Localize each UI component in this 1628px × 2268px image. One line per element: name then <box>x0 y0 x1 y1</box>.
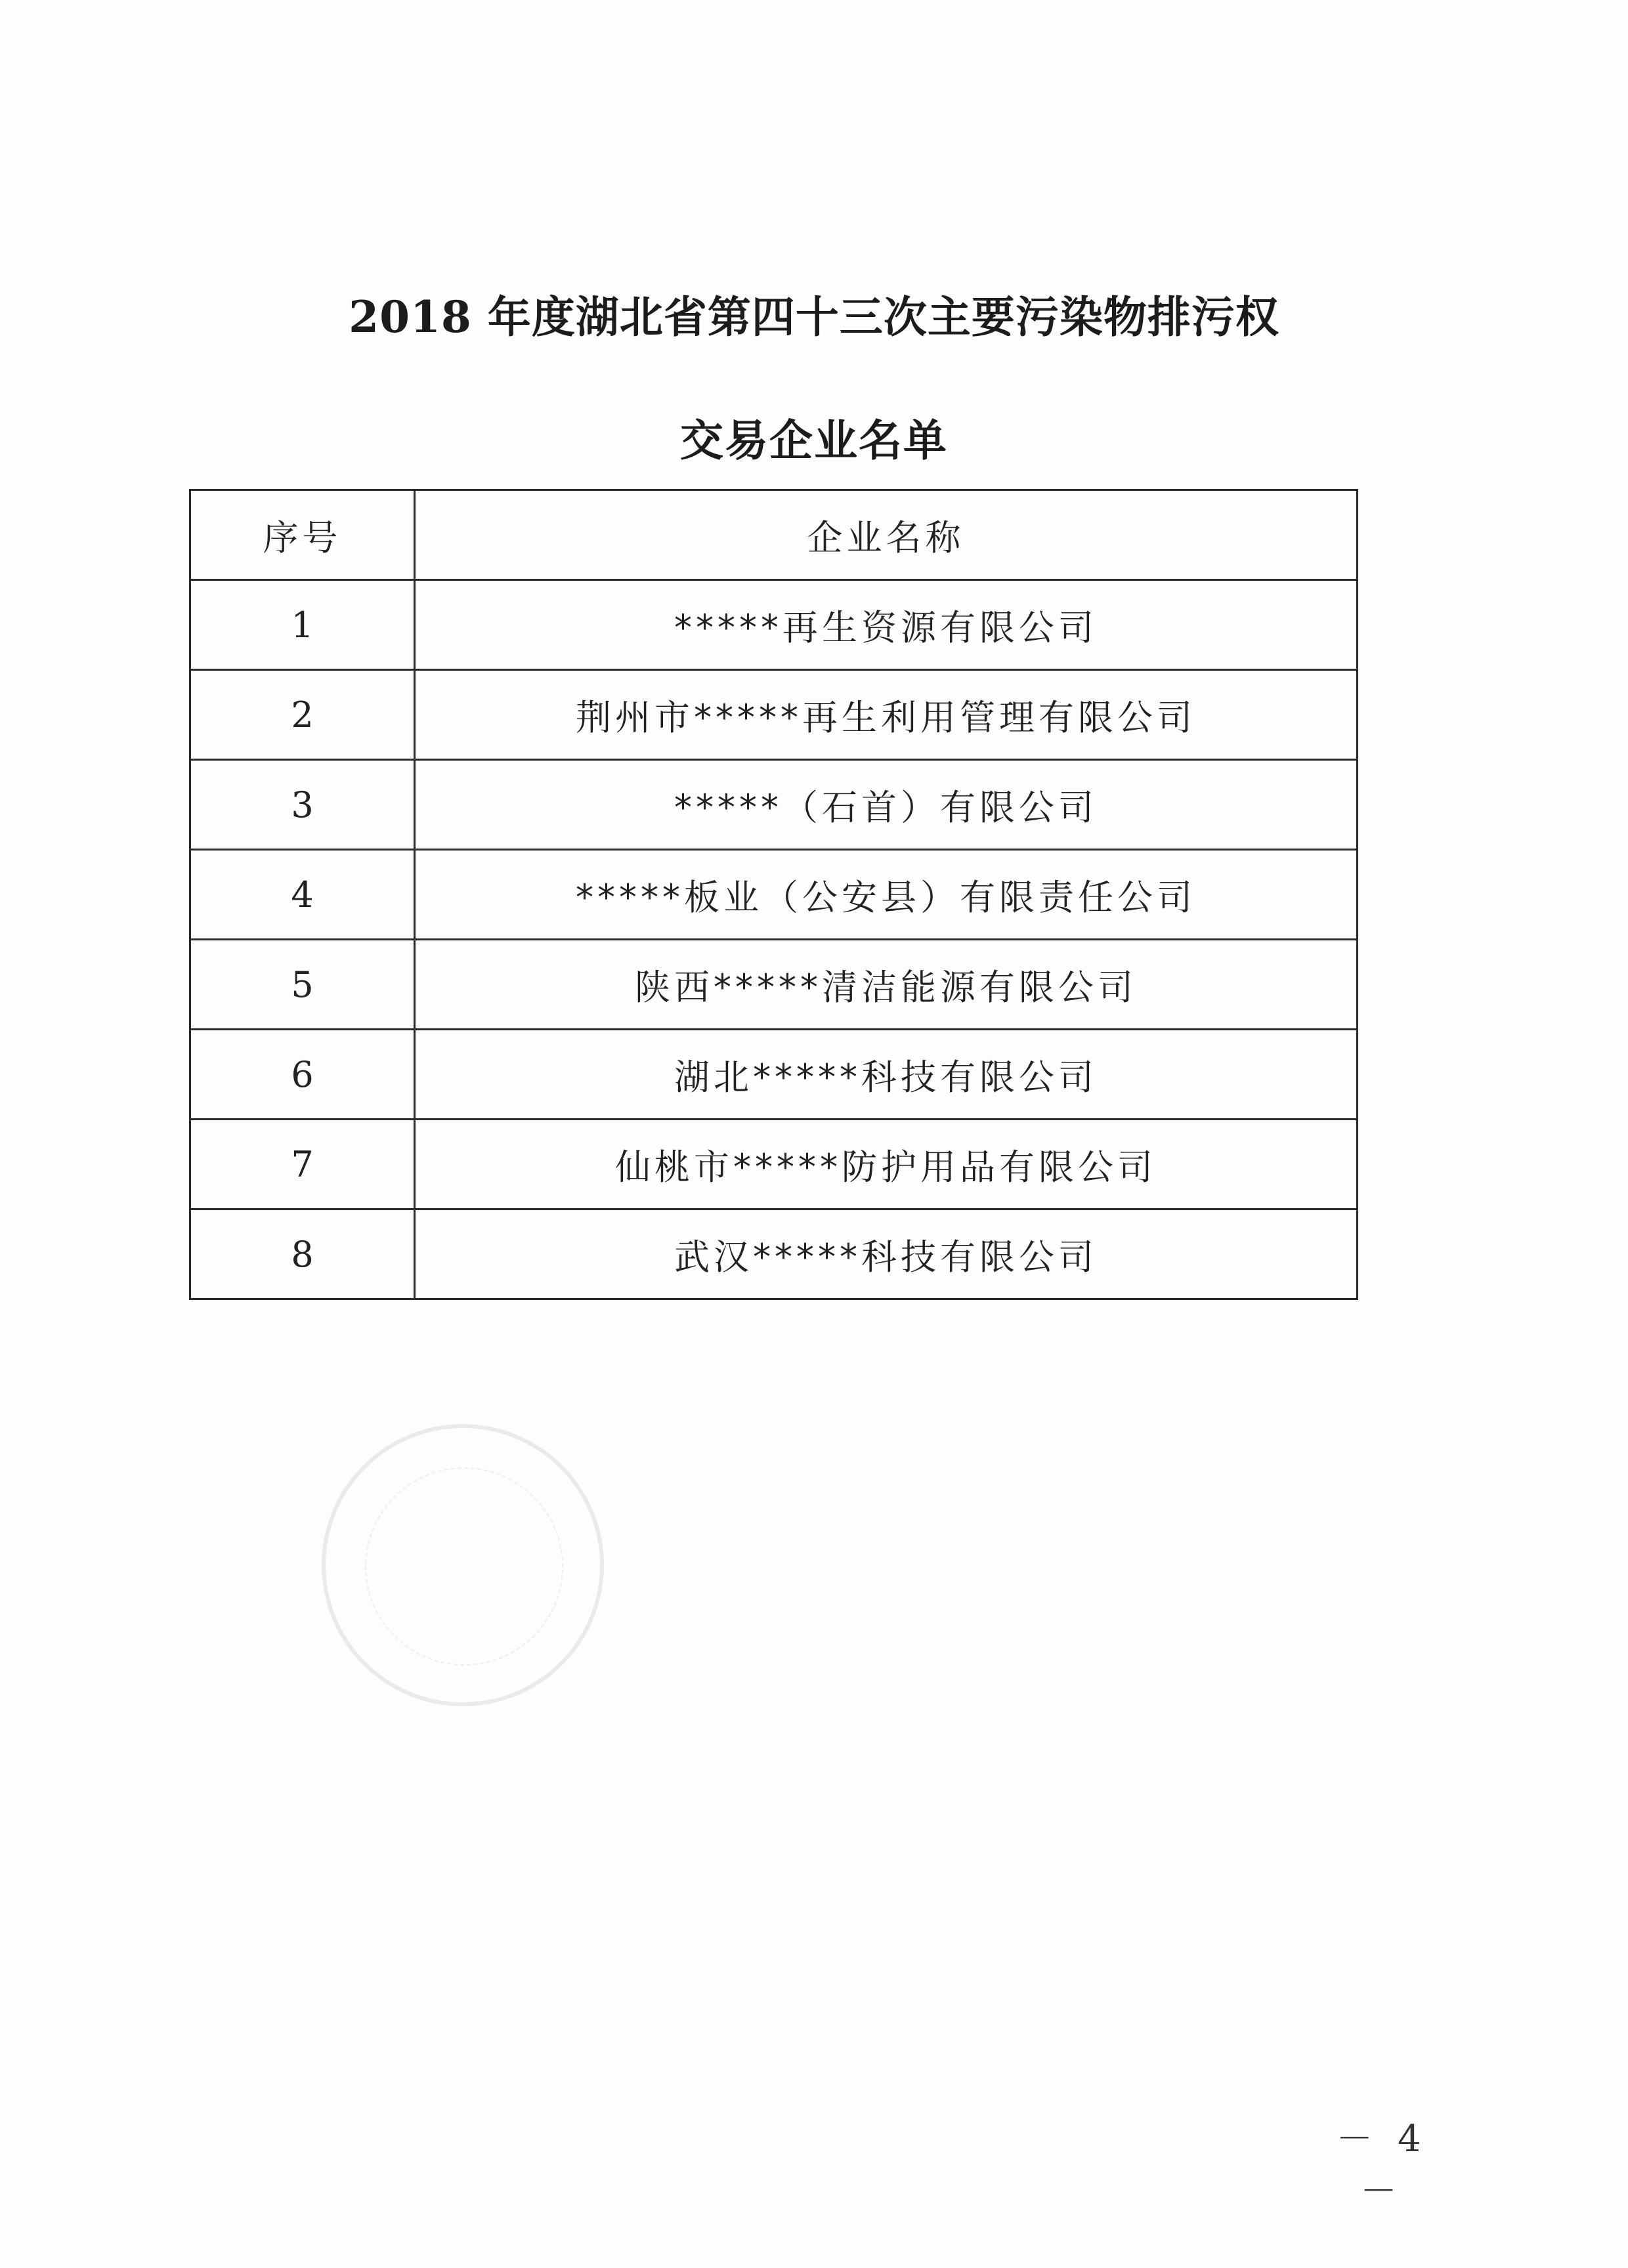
faded-seal-stamp <box>322 1424 604 1706</box>
serial-number-cell: 2 <box>190 670 415 760</box>
enterprise-name-cell: 仙桃市*****防护用品有限公司 <box>415 1120 1358 1209</box>
table-header-row <box>190 490 1358 580</box>
serial-number-cell: 5 <box>190 940 415 1030</box>
enterprise-name-cell: *****再生资源有限公司 <box>415 580 1358 670</box>
serial-number-cell: 6 <box>190 1030 415 1120</box>
table-row <box>190 760 1358 850</box>
page-number: － 4 － <box>1336 2118 1428 2213</box>
enterprise-name-cell: 荆州市*****再生利用管理有限公司 <box>415 670 1358 760</box>
table-row <box>190 1030 1358 1120</box>
header-serial-number: 序号 <box>190 490 415 580</box>
document-title-line-2: 交易企业名单 <box>680 415 948 466</box>
serial-number-cell: 8 <box>190 1209 415 1299</box>
enterprise-name-cell: *****（石首）有限公司 <box>415 760 1358 850</box>
enterprise-table <box>189 489 1358 1300</box>
table-row <box>190 850 1358 940</box>
enterprise-name-cell: *****板业（公安县）有限责任公司 <box>415 850 1358 940</box>
table-row <box>190 940 1358 1030</box>
enterprise-name-cell: 湖北*****科技有限公司 <box>415 1030 1358 1120</box>
table-row <box>190 1120 1358 1209</box>
table-row <box>190 1209 1358 1299</box>
header-enterprise-name: 企业名称 <box>415 490 1358 580</box>
table-row <box>190 670 1358 760</box>
serial-number-cell: 7 <box>190 1120 415 1209</box>
serial-number-cell: 4 <box>190 850 415 940</box>
enterprise-name-cell: 武汉*****科技有限公司 <box>415 1209 1358 1299</box>
table-row <box>190 580 1358 670</box>
serial-number-cell: 1 <box>190 580 415 670</box>
document-title-line-1: 2018 年度湖北省第四十三次主要污染物排污权 <box>349 291 1279 343</box>
enterprise-name-cell: 陕西*****清洁能源有限公司 <box>415 940 1358 1030</box>
seal-inner-ring <box>365 1467 563 1666</box>
serial-number-cell: 3 <box>190 760 415 850</box>
